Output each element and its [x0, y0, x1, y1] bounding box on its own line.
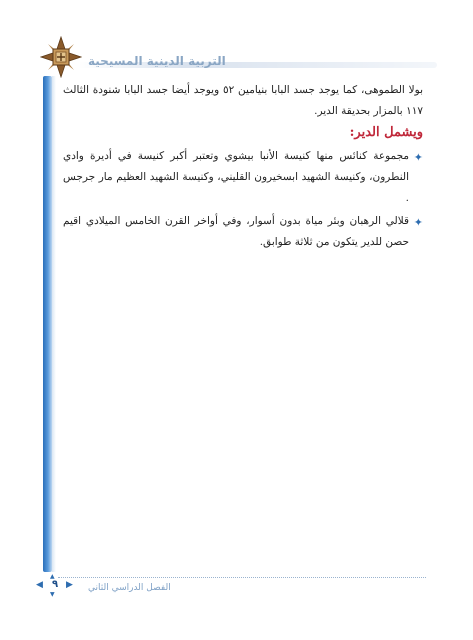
list-item-text: قلالي الرهبان وبئر مياة بدون أسوار، وفي أواخر القرن الخامس الميلادي اقيم حصن للدير يتكون من ثلاثة طوابق. — [63, 215, 409, 248]
bullet-list — [63, 146, 423, 255]
chevron-down-icon: ▼ — [50, 591, 55, 598]
coptic-cross-icon — [40, 36, 82, 78]
section-heading: ويشمل الدير: — [349, 125, 423, 140]
side-accent-shadow — [52, 76, 56, 572]
footer-semester-label: الفصل الدراسي الثاني — [88, 583, 171, 593]
list-item — [63, 146, 423, 209]
page-number: ٩ — [51, 579, 59, 590]
body-paragraph: بولا الطموهى، كما يوجد جسد البابا بنيامين ٥٢ ويوجد أيضا جسد البابا شنودة الثالث ١١٧ بالمزار بحديقة الدير. — [63, 84, 423, 117]
list-item — [63, 211, 423, 253]
four-point-star-icon: ✦ — [413, 151, 423, 164]
next-page-icon[interactable]: ▶ — [66, 580, 73, 590]
previous-page-icon[interactable]: ◀ — [36, 580, 43, 590]
side-accent-bar — [43, 76, 52, 572]
footer-divider — [58, 577, 426, 578]
page-navigator — [36, 573, 86, 598]
four-point-star-icon: ✦ — [413, 216, 423, 229]
list-item-text: مجموعة كنائس منها كنيسة الأنبا بيشوي وتعتبر أكبر كنيسة في أديرة وادي النطرون، وكنيسة الشهيد ابسخيرون القليني، وكنيسة الشهيد العظيم مار جرجس . — [63, 150, 409, 204]
chevron-up-icon: ▲ — [50, 573, 55, 580]
page-header-title: التربية الدينية المسيحية — [88, 54, 226, 68]
